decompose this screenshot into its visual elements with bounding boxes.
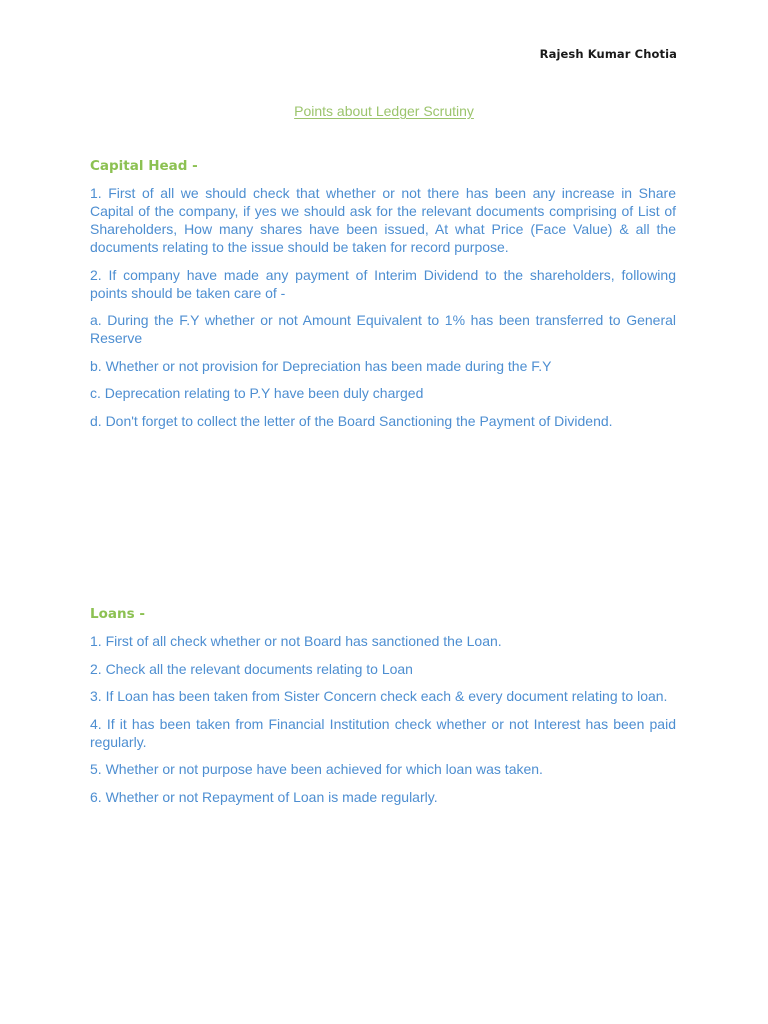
loans-point-3: 3. If Loan has been taken from Sister Concern check each & every document relating to loan. [90,688,668,704]
loans-section [90,605,676,815]
loans-heading: Loans - [90,606,145,622]
capital-point-d: d. Don't forget to collect the letter of the Board Sanctioning the Payment of Dividend. [90,412,613,429]
author-name: Rajesh Kumar Chotia [539,47,677,61]
loans-point-5: 5. Whether or not purpose have been achieved for which loan was taken. [90,761,543,777]
document-title: Points about Ledger Scrutiny [294,103,474,119]
capital-point-b: b. Whether or not provision for Depreciation has been made during the F.Y [90,357,552,374]
loans-point-4: 4. If it has been taken from Financial Institution check whether or not Interest has been paid regularly. [90,715,676,750]
capital-point-c: c. Deprecation relating to P.Y have been duly charged [90,385,424,401]
loans-point-1: 1. First of all check whether or not Board has sanctioned the Loan. [90,633,502,649]
capital-point-2: 2. If company have made any payment of Interim Dividend to the shareholders, following points should be taken care of - [90,266,676,301]
capital-head-heading: Capital Head - [90,158,198,174]
loans-point-6: 6. Whether or not Repayment of Loan is made regularly. [90,788,438,805]
capital-point-1: 1. First of all we should check that whether or not there has been any increase in Share Capital of the company, if yes we should ask for the relevant documents comprising of List of Shareholders, How many shares have been issued, At what Price (Face Value) & all the documents relating to the issue should be taken for record purpose. [90,185,676,255]
capital-point-a: a. During the F.Y whether or not Amount Equivalent to 1% has been transferred to General Reserve [90,312,676,346]
loans-point-2: 2. Check all the relevant documents relating to Loan [90,660,413,677]
capital-head-section [90,157,676,439]
